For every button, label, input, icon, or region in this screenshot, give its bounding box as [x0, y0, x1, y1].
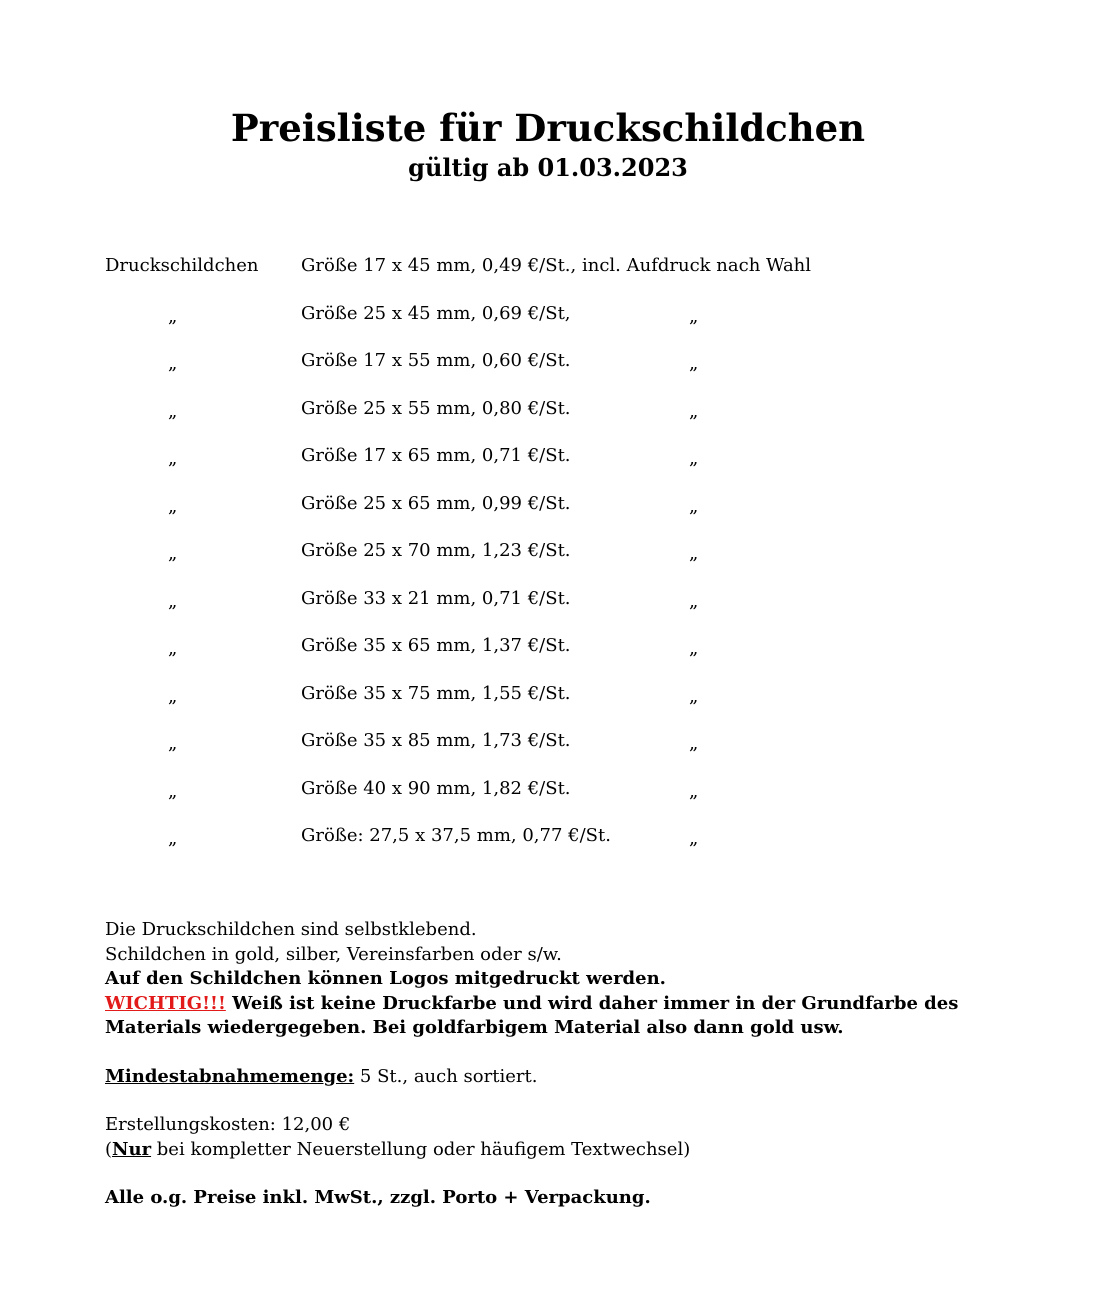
ditto-mark: „: [168, 448, 178, 469]
price-row: [0, 534, 1096, 582]
ditto-mark: „: [689, 305, 699, 327]
price-description: Größe: 27,5 x 37,5 mm, 0,77 €/St.: [301, 825, 611, 846]
ditto-mark: „: [168, 353, 178, 374]
notes-section: [105, 918, 1005, 1211]
price-description: Größe 33 x 21 mm, 0,71 €/St.: [301, 587, 571, 609]
ditto-mark: „: [689, 400, 699, 422]
ditto-mark: „: [689, 685, 699, 707]
ditto-mark: „: [689, 590, 699, 612]
colors-note: Schildchen in gold, silber, Vereinsfarben oder s/w.: [105, 943, 562, 965]
ditto-mark: „: [689, 780, 699, 802]
price-description: Größe 17 x 55 mm, 0,60 €/St.: [301, 350, 571, 371]
price-description: Größe 25 x 65 mm, 0,99 €/St.: [301, 492, 571, 514]
ditto-mark: „: [689, 828, 699, 849]
self-adhesive-note: Die Druckschildchen sind selbstklebend.: [105, 919, 477, 940]
ditto-mark: „: [689, 495, 699, 517]
spacer: [105, 1089, 1005, 1113]
price-row: [0, 487, 1096, 535]
price-description: Größe 35 x 65 mm, 1,37 €/St.: [301, 635, 571, 656]
price-description: Größe 35 x 85 mm, 1,73 €/St.: [301, 730, 571, 751]
ditto-mark: „: [689, 543, 699, 564]
price-description: Größe 35 x 75 mm, 1,55 €/St.: [301, 682, 571, 704]
ditto-mark: „: [168, 828, 178, 849]
ditto-mark: „: [168, 590, 178, 612]
spacer: [105, 1041, 1005, 1065]
logos-note: Auf den Schildchen können Logos mitgedruckt werden.: [105, 968, 666, 989]
ditto-mark: „: [689, 733, 699, 754]
min-quantity-label: Mindestabnahmemenge:: [105, 1065, 355, 1087]
price-footer: Alle o.g. Preise inkl. MwSt., zzgl. Porto + Verpackung.: [105, 1187, 651, 1208]
ditto-mark: „: [168, 780, 178, 802]
setup-cost-condition: [105, 1138, 1005, 1163]
ditto-mark: „: [168, 685, 178, 707]
product-label: Druckschildchen: [105, 255, 259, 276]
price-description: Größe 25 x 55 mm, 0,80 €/St.: [301, 397, 571, 419]
price-row: [0, 249, 1096, 297]
price-row: [0, 344, 1096, 392]
ditto-mark: „: [168, 400, 178, 422]
ditto-mark: „: [168, 733, 178, 754]
price-row: [0, 772, 1096, 820]
warning-note: [105, 992, 1005, 1041]
ditto-mark: „: [689, 448, 699, 469]
price-row: [0, 582, 1096, 630]
ditto-mark: „: [168, 305, 178, 327]
ditto-mark: „: [689, 638, 699, 659]
price-description: Größe 17 x 45 mm, 0,49 €/St., incl. Aufdruck nach Wahl: [301, 255, 812, 276]
price-description: Größe 25 x 45 mm, 0,69 €/St,: [301, 302, 571, 324]
warning-label: WICHTIG!!!: [105, 992, 226, 1014]
ditto-mark: „: [168, 495, 178, 517]
min-quantity-value: 5 St., auch sortiert.: [354, 1065, 538, 1087]
price-row: [0, 439, 1096, 487]
price-row: [0, 297, 1096, 345]
price-row: [0, 392, 1096, 440]
ditto-mark: „: [689, 353, 699, 374]
min-quantity-note: [105, 1065, 1005, 1090]
page-title: Preisliste für Druckschildchen: [230, 106, 866, 150]
spacer: [105, 1162, 1005, 1186]
price-row: [0, 677, 1096, 725]
setup-only-emphasis: Nur: [112, 1138, 152, 1160]
ditto-mark: „: [168, 543, 178, 564]
setup-cost: Erstellungskosten: 12,00 €: [105, 1114, 351, 1135]
price-description: Größe 40 x 90 mm, 1,82 €/St.: [301, 777, 571, 799]
setup-condition-text: bei kompletter Neuerstellung oder häufigem Textwechsel): [151, 1138, 691, 1160]
validity-date: gültig ab 01.03.2023: [408, 153, 688, 182]
price-description: Größe 25 x 70 mm, 1,23 €/St.: [301, 540, 571, 561]
price-list: [0, 249, 1096, 867]
price-row: [0, 819, 1096, 867]
ditto-mark: „: [168, 638, 178, 659]
price-row: [0, 629, 1096, 677]
setup-open-paren: (: [105, 1138, 113, 1160]
warning-text: Weiß ist keine Druckfarbe und wird daher immer in der Grundfarbe des Materials wiedergegeben. Bei goldfarbigem Material also dann gold usw.: [105, 992, 959, 1038]
price-description: Größe 17 x 65 mm, 0,71 €/St.: [301, 445, 571, 466]
price-row: [0, 724, 1096, 772]
